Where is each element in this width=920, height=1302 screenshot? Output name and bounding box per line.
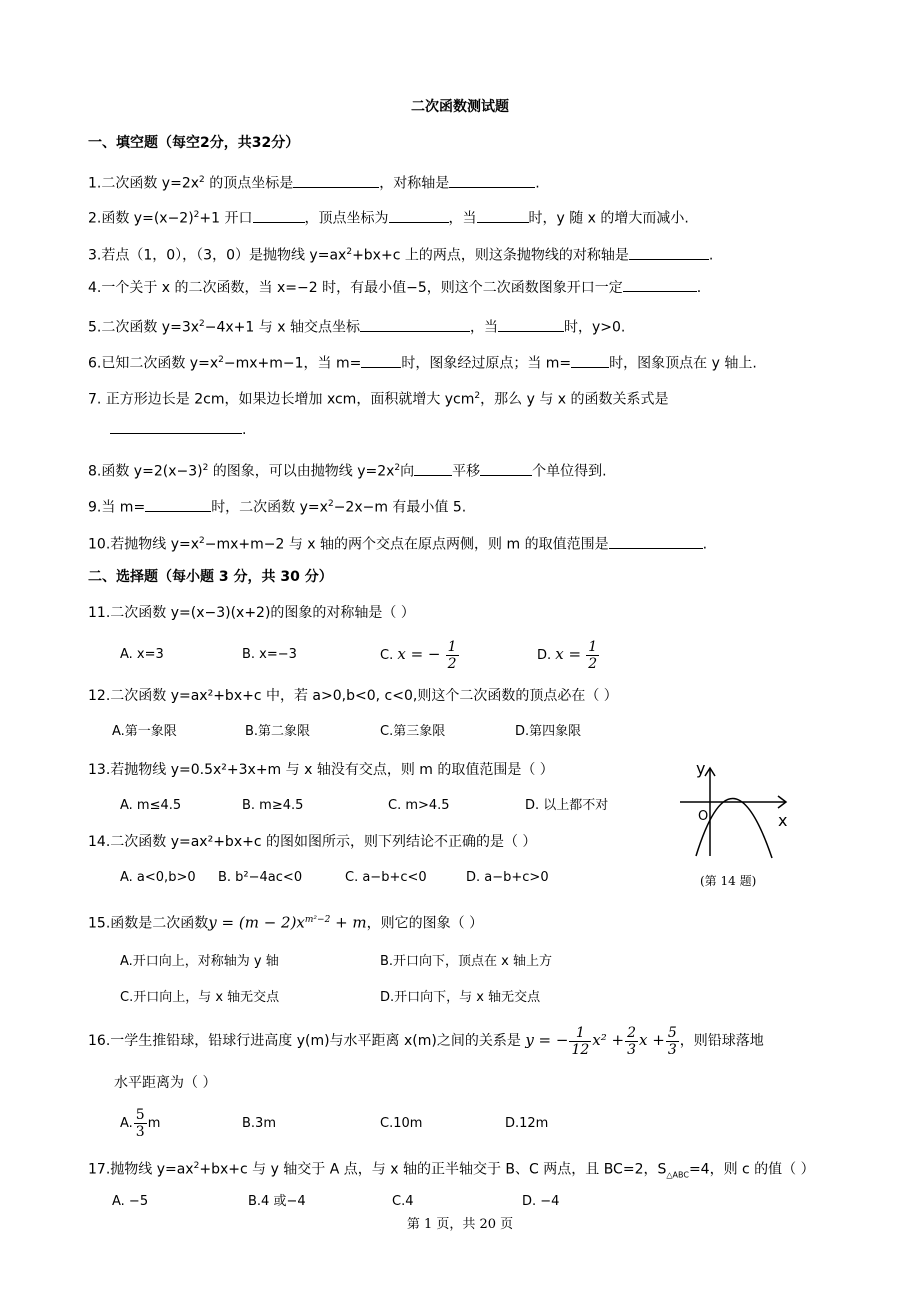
q12-option-b[interactable]: B.第二象限: [245, 724, 311, 739]
q14-option-c[interactable]: C. a−b+c<0: [345, 870, 427, 885]
question-4: 4.一个关于 x 的二次函数，当 x=−2 时，有最小值−5，则这个二次函数图象开口一定 .: [88, 280, 702, 296]
question-1: 1.二次函数 $y=2x^2$ 的顶点坐标是 ，对称轴是 .: [88, 175, 540, 192]
q14-option-b[interactable]: B. b²−4ac<0: [218, 870, 303, 885]
section-multiple-choice-heading: 二、选择题（每小题 3 分，共 30 分）: [88, 569, 333, 585]
q17-option-d[interactable]: D. −4: [522, 1194, 560, 1209]
answer-blank[interactable]: [145, 499, 211, 512]
answer-blank[interactable]: [609, 536, 703, 549]
q17-option-a[interactable]: A. −5: [112, 1194, 149, 1209]
q16-option-d[interactable]: D.12m: [505, 1116, 549, 1131]
answer-blank[interactable]: [629, 247, 709, 260]
question-16-continued: 水平距离为（ ）: [114, 1075, 217, 1091]
fraction: $\frac{2}{3}$: [627, 1024, 637, 1058]
q12-option-a[interactable]: A.第一象限: [112, 724, 177, 739]
question-9: 9.当 m= 时，二次函数 $y=x^2-2x-m$ 有最小值 5.: [88, 499, 467, 516]
parabola-figure: [674, 760, 794, 860]
q14-option-a[interactable]: A. a<0,b>0: [120, 870, 196, 885]
q16-option-b[interactable]: B.3m: [242, 1116, 276, 1131]
question-15: 15.函数是二次函数$y = (m - 2)x^{m^2-2} + m$，则它的图象（ ）: [88, 913, 484, 932]
y-axis-label: y: [696, 760, 706, 778]
figure-caption: (第 14 题): [700, 874, 757, 888]
answer-blank[interactable]: [110, 421, 242, 434]
question-13: 13.若抛物线 y=0.5x²+3x+m 与 x 轴没有交点，则 m 的取值范围是（ ）: [88, 762, 554, 778]
q11-option-d[interactable]: D. x = $\frac{1}{2}$: [537, 639, 598, 672]
section-fill-blank-heading: 一、填空题（每空2分，共32分）: [88, 135, 300, 151]
q14-option-d[interactable]: D. a−b+c>0: [466, 870, 549, 885]
question-14: 14.二次函数 y=ax²+bx+c 的图如图所示，则下列结论不正确的是（ ）: [88, 834, 537, 850]
q13-option-b[interactable]: B. m≥4.5: [242, 798, 304, 813]
question-3: 3.若点（1，0），（3，0）是抛物线 $y=ax^2+bx+c$ 上的两点，则这条抛物线的对称轴是 .: [88, 247, 714, 264]
q15-option-d[interactable]: D.开口向下，与 x 轴无交点: [380, 990, 541, 1005]
answer-blank[interactable]: [389, 210, 449, 223]
question-8: 8.函数 $y=2(x-3)^2$ 的图象，可以由抛物线 $y=2x^2$向 平移 个单位得到.: [88, 463, 607, 480]
fraction: $\frac{1}{2}$: [588, 639, 598, 672]
q15-option-c[interactable]: C.开口向上，与 x 轴无交点: [120, 990, 280, 1005]
q13-option-c[interactable]: C. m>4.5: [388, 798, 450, 813]
answer-blank[interactable]: [449, 175, 535, 188]
question-17: 17.抛物线 $y=ax^2+bx+c$ 与 y 轴交于 A 点，与 x 轴的正半轴交于 B、C 两点，且 BC=2，$S_{\triangle ABC}=4$，则 c 的值（ ）: [88, 1161, 815, 1180]
q13-option-a[interactable]: A. m≤4.5: [120, 798, 182, 813]
question-6: 6.已知二次函数 $y=x^2-mx+m-1$，当 m= 时，图象经过原点；当 m= 时，图象顶点在 y 轴上.: [88, 355, 757, 372]
q11-option-b[interactable]: B. x=−3: [242, 647, 297, 662]
answer-blank[interactable]: [571, 355, 609, 368]
question-12: 12.二次函数 y=ax²+bx+c 中，若 a>0,b<0, c<0,则这个二次函数的顶点必在（ ）: [88, 688, 618, 704]
fraction: $\frac{5}{3}$: [135, 1107, 145, 1140]
fraction: $\frac{1}{2}$: [447, 639, 457, 672]
fraction: $\frac{5}{3}$: [667, 1024, 677, 1058]
answer-blank[interactable]: [414, 463, 452, 476]
page-footer: 第 1 页，共 20 页: [406, 1217, 514, 1232]
q15-option-b[interactable]: B.开口向下，顶点在 x 轴上方: [380, 954, 553, 969]
question-7-continued: .: [110, 420, 246, 440]
page-title: 二次函数测试题: [411, 99, 509, 115]
q16-option-c[interactable]: C.10m: [380, 1116, 423, 1131]
answer-blank[interactable]: [480, 463, 532, 476]
question-10: 10.若抛物线 $y=x^2-mx+m-2$ 与 x 轴的两个交点在原点两侧，则 m 的取值范围是 .: [88, 536, 708, 553]
q13-option-d[interactable]: D. 以上都不对: [525, 798, 609, 813]
answer-blank[interactable]: [253, 210, 305, 223]
origin-label: O: [698, 809, 709, 824]
question-7: 7. 正方形边长是 2cm，如果边长增加 xcm，面积就增大 ycm$^2$，那么 y 与 x 的函数关系式是: [88, 391, 669, 408]
answer-blank[interactable]: [293, 175, 379, 188]
q17-option-b[interactable]: B.4 或−4: [248, 1194, 306, 1209]
q11-option-c[interactable]: C. x = − $\frac{1}{2}$: [380, 639, 457, 672]
q11-option-a[interactable]: A. x=3: [120, 647, 164, 662]
question-16: 16.一学生推铅球，铅球行进高度 y(m)与水平距离 x(m)之间的关系是 y = − $\frac{1}{12}$ x² + $\frac{2}{3}$ x + $\frac{5}{3}$ ，则铅球落地: [88, 1024, 764, 1058]
q15-option-a[interactable]: A.开口向上，对称轴为 y 轴: [120, 954, 279, 969]
q16-option-a[interactable]: A. $\frac{5}{3}$ m: [120, 1107, 161, 1140]
answer-blank[interactable]: [360, 319, 470, 332]
question-11: 11.二次函数 y=(x−3)(x+2)的图象的对称轴是（ ）: [88, 605, 415, 621]
q12-option-d[interactable]: D.第四象限: [515, 724, 582, 739]
x-axis-label: x: [778, 811, 788, 830]
answer-blank[interactable]: [623, 279, 697, 292]
answer-blank[interactable]: [361, 355, 401, 368]
parabola-curve: [696, 798, 772, 858]
answer-blank[interactable]: [498, 319, 564, 332]
q12-option-c[interactable]: C.第三象限: [380, 724, 446, 739]
question-5: 5.二次函数 $y=3x^2-4x+1$ 与 x 轴交点坐标 ，当 时，y>0.: [88, 319, 626, 336]
question-2: 2.函数 $y=(x-2)^2+1$ 开口 ，顶点坐标为 ，当 时，y 随 x 的增大而减小.: [88, 210, 689, 227]
fraction: $\frac{1}{12}$: [571, 1024, 590, 1058]
q17-option-c[interactable]: C.4: [392, 1194, 414, 1209]
answer-blank[interactable]: [477, 210, 529, 223]
